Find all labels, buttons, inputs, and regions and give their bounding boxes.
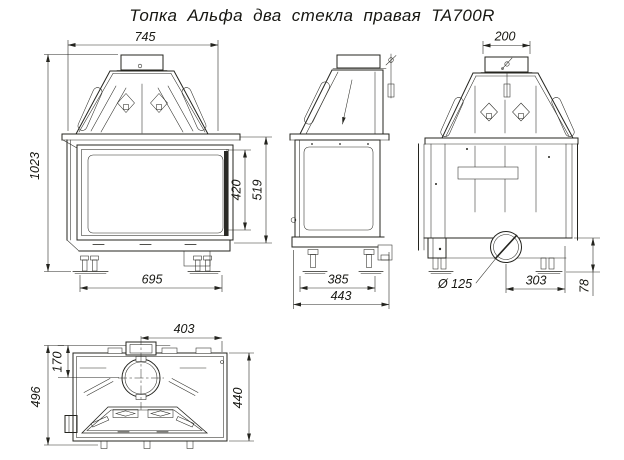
dim-label-1023: 1023 [28, 152, 42, 180]
adjustable-feet-front-left [73, 256, 108, 274]
dim-label-440: 440 [231, 387, 245, 409]
dim-front-feet-span [80, 273, 222, 293]
body-side [290, 134, 389, 237]
adjustable-feet-front-right [188, 256, 220, 274]
dim-label-403: 403 [173, 322, 195, 336]
drawing-title: Топка Альфа два стекла правая TA700R [129, 6, 495, 25]
side-glass-edge [224, 151, 228, 236]
adjustable-feet-side-front [303, 250, 327, 274]
adjustable-feet-rear-left [429, 258, 453, 274]
flue-collar-rear [481, 57, 532, 73]
dim-label-745: 745 [134, 30, 156, 44]
dim-plan-body-depth [229, 353, 254, 441]
diamond-ornament-rear-right [513, 103, 530, 121]
adjustable-feet-rear-right [536, 258, 562, 274]
dim-front-glass-height [226, 150, 251, 230]
dim-label-78: 78 [577, 279, 592, 293]
dim-label-519: 519 [250, 179, 265, 201]
hood-front [76, 71, 208, 134]
door-frame-front [77, 145, 233, 240]
base-side [292, 237, 392, 260]
diamond-ornament-left [118, 94, 135, 113]
diamond-ornament-rear-left [481, 103, 498, 121]
dim-label-443: 443 [330, 289, 352, 303]
adjustable-feet-side-rear [359, 250, 383, 274]
dim-label-385: 385 [327, 272, 349, 287]
hood-side [300, 70, 383, 134]
flue-collar-front [117, 55, 167, 71]
dim-label-496: 496 [29, 386, 43, 408]
diamond-ornament-right [151, 94, 168, 113]
damper-control-rod [386, 54, 396, 98]
dim-label-420: 420 [229, 179, 244, 201]
dim-label-170: 170 [50, 351, 65, 373]
body-front [62, 134, 240, 240]
dim-label-695: 695 [141, 272, 163, 287]
damper-handle-rear [502, 58, 513, 97]
side-view [290, 54, 396, 309]
side-stub-plan [65, 416, 77, 433]
dim-rear-collar-width [483, 30, 530, 55]
dim-label-200: 200 [494, 29, 516, 44]
feet-plan [101, 441, 193, 449]
glass-panel-front [88, 155, 223, 233]
front-view [28, 30, 272, 292]
plan-view [29, 322, 254, 449]
bolt-dot-plan [221, 361, 224, 364]
rear-view [419, 30, 601, 297]
rear-stub-box [428, 238, 446, 258]
rear-air-stub-side [378, 245, 392, 260]
rear-bracket [458, 167, 518, 179]
flue-collar-side [333, 55, 386, 69]
dim-rear-plinth-height [566, 238, 600, 296]
dim-label-303: 303 [525, 273, 547, 288]
hood-rear [439, 73, 575, 138]
collar-bolt-icon [138, 64, 142, 68]
dim-label-d125: Ø 125 [437, 277, 473, 291]
dim-front-overall-height [28, 55, 118, 272]
door-assembly-plan [82, 407, 207, 433]
